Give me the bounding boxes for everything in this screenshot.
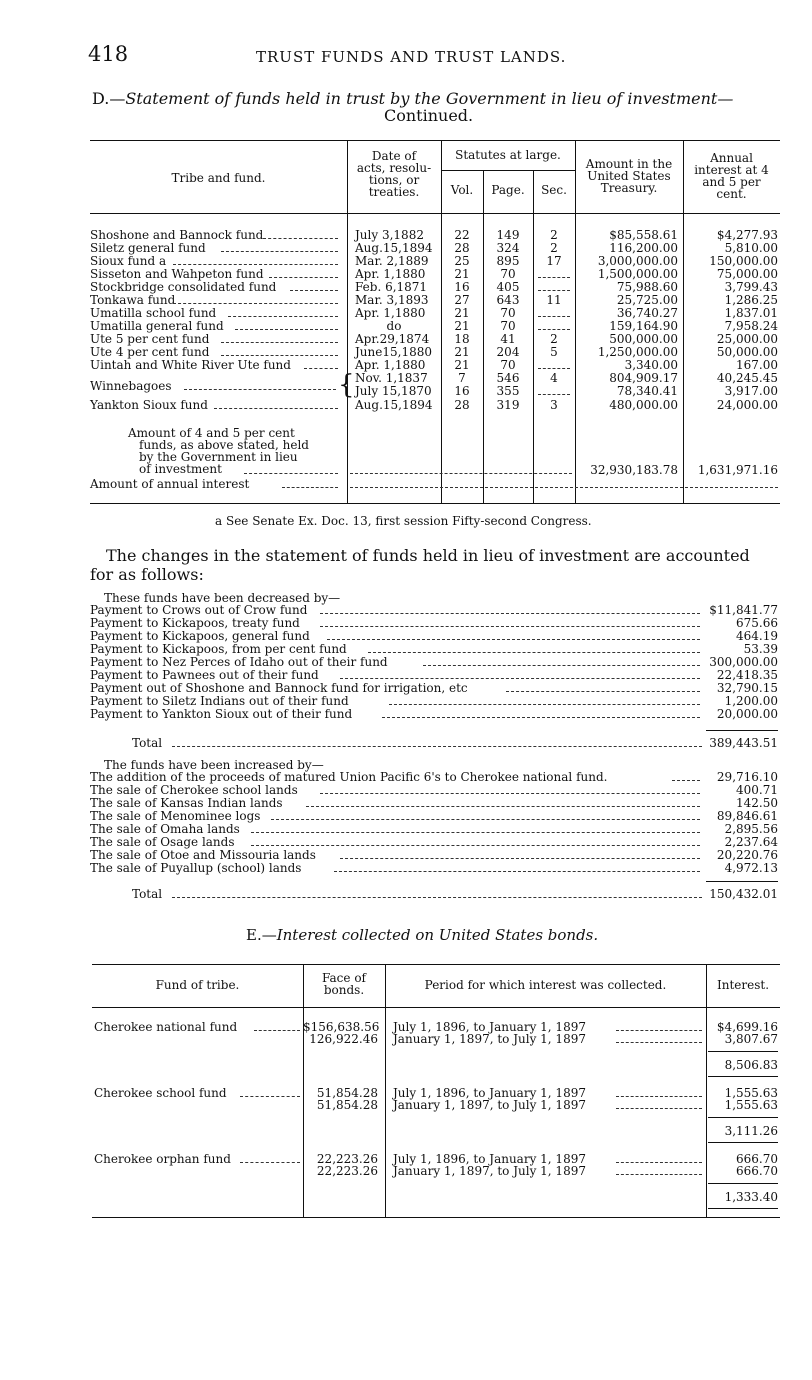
header-fund: Fund of tribe. — [155, 978, 240, 992]
leader-dots — [616, 1096, 702, 1097]
leader-dots — [282, 487, 338, 488]
header-tribe: Tribe and fund. — [171, 171, 266, 185]
table-row-vol: 16 — [454, 280, 470, 294]
list-item-value: $11,841.77 — [709, 603, 778, 617]
table-row-date: Aug.15,1894 — [355, 241, 433, 255]
list-item-label: Payment to Crows out of Crow fund — [90, 603, 308, 617]
table-row-interest: 150,000.00 — [709, 254, 778, 268]
table-row-page: 70 — [500, 358, 516, 372]
table-row-date: Mar. 2,1889 — [355, 254, 429, 268]
table-row-interest: 40,245.45 — [716, 371, 778, 385]
list-item-label: The sale of Kansas Indian lands — [90, 796, 283, 810]
list-item-value: 2,237.64 — [724, 835, 778, 849]
table-row-tribe: Tonkawa fund — [90, 293, 176, 307]
list-item-value: 1,200.00 — [724, 694, 778, 708]
leader-dots — [368, 652, 700, 653]
table-row-vol: 7 — [458, 371, 466, 385]
leader-dots — [616, 1108, 702, 1109]
section-d-continued: Continued. — [384, 106, 474, 125]
leader-dots — [304, 368, 338, 369]
table-e-face: $156,638.56 — [303, 1020, 380, 1034]
table-row-date: Aug.15,1894 — [355, 398, 433, 412]
table-e-header-rule — [92, 1007, 780, 1008]
table-row-sec: 5 — [550, 345, 558, 359]
table-e-period: July 1, 1896, to January 1, 1897 — [393, 1086, 586, 1100]
table-row-vol: 22 — [454, 228, 470, 242]
table-row-interest: 3,799.43 — [724, 280, 778, 294]
table-e-interest: 3,807.67 — [724, 1032, 778, 1046]
list-item-value: 464.19 — [736, 629, 778, 643]
table-row-sec: 4 — [550, 371, 558, 385]
table-e-subtotal: 1,333.40 — [724, 1190, 778, 1204]
leader-dots — [290, 290, 338, 291]
footnote: a See Senate Ex. Doc. 13, first session Fifty-second Congress. — [215, 514, 592, 528]
table-row-page: 643 — [496, 293, 520, 307]
running-head: TRUST FUNDS AND TRUST LANDS. — [256, 48, 567, 66]
table-e-fund: Cherokee orphan fund — [94, 1152, 231, 1166]
list-item-label: Payment to Nez Perces of Idaho out of their fund — [90, 655, 388, 669]
leader-dots — [221, 355, 338, 356]
table-row-page: 70 — [500, 319, 516, 333]
list-item-label: Payment to Pawnees out of their fund — [90, 668, 319, 682]
leader-dots — [251, 832, 700, 833]
list-item-value: 22,418.35 — [716, 668, 778, 682]
leader-dots — [538, 394, 570, 395]
table-row-tribe: Umatilla school fund — [90, 306, 217, 320]
changes-intro-cont: for as follows: — [90, 565, 204, 584]
leader-dots — [616, 1030, 702, 1031]
table-row-date: July 15,1870 — [355, 384, 432, 398]
table-row-page: 41 — [500, 332, 516, 346]
table-e-period: July 1, 1896, to January 1, 1897 — [393, 1020, 586, 1034]
table-e-face: 51,854.28 — [316, 1098, 378, 1112]
table-row-amount: 78,340.41 — [616, 384, 678, 398]
leader-dots — [235, 329, 338, 330]
table-row-vol: 28 — [454, 241, 470, 255]
table-e-face: 22,223.26 — [316, 1152, 378, 1166]
table-row-sec: 11 — [546, 293, 562, 307]
list-item-label: Payment to Kickapoos, from per cent fund — [90, 642, 347, 656]
leader-dots — [538, 277, 570, 278]
table-row-amount: $85,558.61 — [609, 228, 678, 242]
list-item-label: The sale of Otoe and Missouria lands — [90, 848, 316, 862]
table-row-amount: 25,725.00 — [616, 293, 678, 307]
subtotal-rule — [708, 1117, 778, 1118]
table-row-tribe: Uintah and White River Ute fund — [90, 358, 291, 372]
list-item-value: 4,972.13 — [724, 861, 778, 875]
leader-dots — [616, 1042, 702, 1043]
table-row-interest: 1,837.01 — [724, 306, 778, 320]
table-e-bottom-rule — [92, 1217, 780, 1218]
leader-dots — [184, 389, 336, 390]
table-e-fund: Cherokee school fund — [94, 1086, 227, 1100]
increased-total-label: Total — [132, 887, 163, 901]
list-item-label: The sale of Puyallup (school) lands — [90, 861, 302, 875]
header-amount: Amount in the United States Treasury. — [585, 157, 673, 195]
table-row-tribe: Umatilla general fund — [90, 319, 224, 333]
table-row-amount: 1,250,000.00 — [597, 345, 678, 359]
leader-dots — [389, 704, 700, 705]
leader-dots — [340, 678, 700, 679]
table-row-vol: 16 — [454, 384, 470, 398]
table-row-interest: 167.00 — [736, 358, 778, 372]
table-d-bottom-rule — [90, 503, 780, 504]
header-interest: Annual interest at 4 and 5 per cent. — [694, 151, 769, 201]
table-row-interest: 7,958.24 — [724, 319, 778, 333]
list-item-value: 675.66 — [736, 616, 778, 630]
summary-amount-label: Amount of 4 and 5 per cent funds, as above stated, held by the Government in lieu of investment — [128, 426, 309, 476]
table-e-face: 51,854.28 — [316, 1086, 378, 1100]
table-e-face: 126,922.46 — [309, 1032, 378, 1046]
table-row-page: 355 — [496, 384, 520, 398]
table-row-interest: 5,810.00 — [724, 241, 778, 255]
table-d-top-rule — [90, 140, 780, 141]
table-row-date: Mar. 3,1893 — [355, 293, 429, 307]
table-row-tribe: Yankton Sioux fund — [90, 398, 208, 412]
leader-dots — [271, 819, 700, 820]
table-row-interest: 3,917.00 — [724, 384, 778, 398]
decreased-total-value: 389,443.51 — [709, 736, 778, 750]
brace-icon: { — [338, 370, 355, 400]
table-e-fund: Cherokee national fund — [94, 1020, 238, 1034]
table-row-sec: 17 — [546, 254, 562, 268]
table-row-amount: 116,200.00 — [609, 241, 678, 255]
table-row-date: Apr. 1,1880 — [355, 267, 426, 281]
leader-dots — [221, 251, 338, 252]
list-item-value: 300,000.00 — [709, 655, 778, 669]
table-e-period: January 1, 1897, to July 1, 1897 — [393, 1032, 586, 1046]
table-row-amount: 75,988.60 — [616, 280, 678, 294]
table-row-vol: 18 — [454, 332, 470, 346]
table-e-period: January 1, 1897, to July 1, 1897 — [393, 1164, 586, 1178]
leader-dots — [423, 665, 700, 666]
list-item-label: Payment to Kickapoos, general fund — [90, 629, 310, 643]
list-item-label: The addition of the proceeds of matured Union Pacific 6's to Cherokee national fund. — [90, 770, 608, 784]
statutes-subrule — [441, 170, 575, 171]
section-d-title: D.—Statement of funds held in trust by the Government in lieu of investment— — [92, 89, 734, 108]
table-row-interest: 75,000.00 — [716, 267, 778, 281]
leader-dots — [214, 408, 338, 409]
decreased-sum-rule — [706, 730, 778, 731]
list-item-label: Payment out of Shoshone and Bannock fund for irrigation, etc — [90, 681, 468, 695]
leader-dots — [538, 329, 570, 330]
table-row-date: do — [386, 319, 402, 333]
leader-dots — [538, 316, 570, 317]
header-sec: Sec. — [541, 183, 567, 197]
table-e-interest: 666.70 — [736, 1152, 778, 1166]
table-row-page: 204 — [496, 345, 520, 359]
table-row-vol: 25 — [454, 254, 470, 268]
table-row-interest: 1,286.25 — [724, 293, 778, 307]
increased-sum-rule — [706, 881, 778, 882]
table-row-date: June15,1880 — [355, 345, 432, 359]
table-row-page: 319 — [496, 398, 520, 412]
leader-dots — [538, 368, 570, 369]
table-row-vol: 21 — [454, 319, 470, 333]
table-row-page: 895 — [496, 254, 520, 268]
leader-dots — [269, 277, 338, 278]
table-row-amount: 3,000,000.00 — [597, 254, 678, 268]
table-row-vol: 21 — [454, 267, 470, 281]
list-item-label: The sale of Omaha lands — [90, 822, 240, 836]
table-row-amount: 3,340.00 — [624, 358, 678, 372]
section-e-title: E.—Interest collected on United States bonds. — [246, 926, 599, 944]
list-item-value: 2,895.56 — [724, 822, 778, 836]
table-e-subtotal: 3,111.26 — [724, 1124, 778, 1138]
leader-dots — [228, 316, 338, 317]
table-row-page: 405 — [496, 280, 520, 294]
leader-dots — [254, 1030, 300, 1031]
list-item-label: Payment to Kickapoos, treaty fund — [90, 616, 300, 630]
leader-dots — [263, 238, 339, 239]
leader-dots — [320, 793, 700, 794]
leader-dots — [320, 613, 700, 614]
leader-dots — [672, 780, 700, 781]
table-row-page: 149 — [496, 228, 520, 242]
table-e-face: 22,223.26 — [316, 1164, 378, 1178]
leader-dots — [251, 845, 700, 846]
leader-dots — [221, 342, 338, 343]
leader-dots — [340, 858, 700, 859]
header-period: Period for which interest was collected. — [424, 978, 667, 992]
table-row-sec: 3 — [550, 398, 558, 412]
winnebagoes-label: Winnebagoes — [90, 379, 172, 393]
table-e-interest: 1,555.63 — [724, 1098, 778, 1112]
table-row-tribe: Ute 5 per cent fund — [90, 332, 210, 346]
subtotal-rule — [708, 1142, 778, 1143]
decreased-total-label: Total — [132, 736, 163, 750]
table-row-amount: 36,740.27 — [616, 306, 678, 320]
summary-amount-value: 32,930,183.78 — [590, 463, 678, 477]
table-row-amount: 804,909.17 — [609, 371, 678, 385]
table-row-interest: 50,000.00 — [716, 345, 778, 359]
list-item-value: 29,716.10 — [716, 770, 778, 784]
table-row-vol: 21 — [454, 358, 470, 372]
table-row-tribe: Ute 4 per cent fund — [90, 345, 210, 359]
subtotal-rule — [708, 1208, 778, 1209]
summary-interest-label: Amount of annual interest — [90, 477, 250, 491]
table-row-interest: 25,000.00 — [716, 332, 778, 346]
list-item-value: 89,846.61 — [716, 809, 778, 823]
table-e-period: July 1, 1896, to January 1, 1897 — [393, 1152, 586, 1166]
header-vol: Vol. — [450, 183, 474, 197]
table-row-date: Feb. 6,1871 — [355, 280, 428, 294]
increased-heading: The funds have been increased by— — [104, 758, 324, 772]
leader-dots — [173, 264, 338, 265]
leader-dots — [350, 487, 778, 488]
increased-total-value: 150,432.01 — [709, 887, 778, 901]
table-row-vol: 28 — [454, 398, 470, 412]
list-item-label: The sale of Cherokee school lands — [90, 783, 298, 797]
table-row-tribe: Siletz general fund — [90, 241, 206, 255]
list-item-value: 20,000.00 — [716, 707, 778, 721]
list-item-value: 20,220.76 — [716, 848, 778, 862]
table-row-interest: $4,277.93 — [716, 228, 778, 242]
leader-dots — [382, 717, 700, 718]
leader-dots — [506, 691, 700, 692]
table-e-period: January 1, 1897, to July 1, 1897 — [393, 1098, 586, 1112]
leader-dots — [240, 1096, 300, 1097]
list-item-label: The sale of Osage lands — [90, 835, 235, 849]
leader-dots — [320, 626, 700, 627]
leader-dots — [240, 1162, 300, 1163]
table-row-tribe: Sisseton and Wahpeton fund — [90, 267, 264, 281]
table-row-amount: 500,000.00 — [609, 332, 678, 346]
header-date: Date of acts, resolu- tions, or treaties. — [356, 149, 432, 199]
table-row-tribe: Stockbridge consolidated fund — [90, 280, 277, 294]
leader-dots — [616, 1174, 702, 1175]
table-row-interest: 24,000.00 — [716, 398, 778, 412]
list-item-label: The sale of Menominee logs — [90, 809, 261, 823]
table-row-sec: 2 — [550, 332, 558, 346]
leader-dots — [306, 806, 700, 807]
col-divider — [385, 964, 386, 1217]
leader-dots — [172, 746, 702, 747]
subtotal-rule — [708, 1076, 778, 1077]
table-e-interest: $4,699.16 — [716, 1020, 778, 1034]
summary-interest-value: 1,631,971.16 — [697, 463, 778, 477]
table-row-amount: 1,500,000.00 — [597, 267, 678, 281]
leader-dots — [172, 897, 702, 898]
header-statutes: Statutes at large. — [455, 148, 561, 162]
table-d-header-rule — [90, 213, 780, 214]
table-row-sec: 2 — [550, 241, 558, 255]
table-row-page: 70 — [500, 306, 516, 320]
leader-dots — [173, 303, 338, 304]
table-row-tribe: Shoshone and Bannock fund — [90, 228, 264, 242]
table-e-interest: 666.70 — [736, 1164, 778, 1178]
header-page: Page. — [491, 183, 525, 197]
table-e-subtotal: 8,506.83 — [724, 1058, 778, 1072]
table-row-date: Apr. 1,1880 — [355, 306, 426, 320]
page-number: 418 — [88, 42, 129, 66]
table-row-date: Nov. 1,1837 — [355, 371, 428, 385]
changes-intro: The changes in the statement of funds held in lieu of investment are accounted — [106, 546, 750, 565]
table-row-date: Apr. 1,1880 — [355, 358, 426, 372]
subtotal-rule — [708, 1183, 778, 1184]
table-row-page: 324 — [496, 241, 520, 255]
subtotal-rule — [708, 1051, 778, 1052]
table-row-date: Apr.29,1874 — [355, 332, 430, 346]
list-item-value: 400.71 — [736, 783, 778, 797]
leader-dots — [244, 473, 338, 474]
list-item-label: Payment to Siletz Indians out of their fund — [90, 694, 349, 708]
table-row-amount: 159,164.90 — [609, 319, 678, 333]
list-item-value: 53.39 — [743, 642, 778, 656]
decreased-heading: These funds have been decreased by— — [104, 591, 341, 605]
table-e-top-rule — [92, 964, 780, 965]
table-row-page: 70 — [500, 267, 516, 281]
list-item-value: 142.50 — [736, 796, 778, 810]
table-row-tribe: Sioux fund a — [90, 254, 167, 268]
leader-dots — [334, 871, 701, 872]
header-interest-e: Interest. — [716, 978, 770, 992]
table-e-interest: 1,555.63 — [724, 1086, 778, 1100]
table-row-vol: 21 — [454, 345, 470, 359]
table-row-vol: 27 — [454, 293, 470, 307]
list-item-label: Payment to Yankton Sioux out of their fund — [90, 707, 353, 721]
table-row-vol: 21 — [454, 306, 470, 320]
table-row-page: 546 — [496, 371, 520, 385]
table-row-date: July 3,1882 — [355, 228, 424, 242]
list-item-value: 32,790.15 — [716, 681, 778, 695]
table-row-amount: 480,000.00 — [609, 398, 678, 412]
leader-dots — [616, 1162, 702, 1163]
leader-dots — [327, 639, 700, 640]
leader-dots — [538, 290, 570, 291]
table-row-sec: 2 — [550, 228, 558, 242]
header-face: Face of bonds. — [322, 971, 366, 997]
leader-dots — [350, 473, 572, 474]
